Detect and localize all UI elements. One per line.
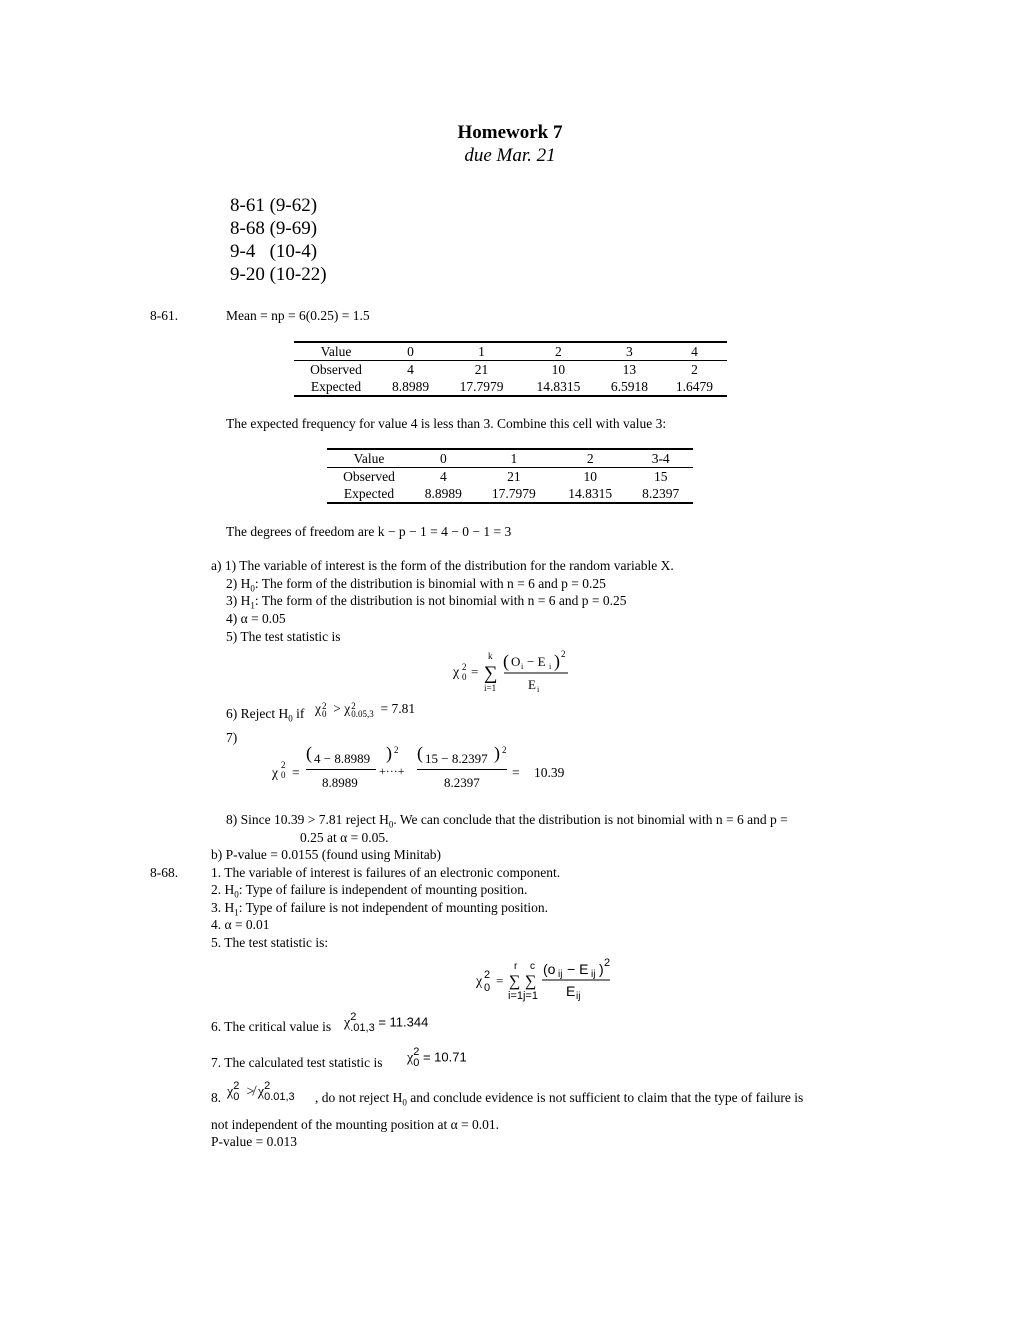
svg-text:2: 2 — [561, 649, 566, 659]
table-row — [327, 485, 693, 503]
table-cell: Expected — [327, 485, 411, 503]
step-8-label: 8. — [211, 1090, 222, 1105]
step-4: 4. α = 0.01 — [211, 917, 270, 932]
table-cell: 2 — [691, 362, 698, 377]
step-a2: 2) $H_0$: The form of the distribution is binomial with n = 6 and p = 0.25 — [226, 576, 606, 594]
svg-text:(o: (o — [543, 961, 556, 977]
table-cell: 4 — [407, 362, 414, 377]
svg-text:i: i — [537, 685, 540, 694]
svg-text:O: O — [511, 654, 521, 669]
combine-note: The expected frequency for value 4 is less than 3. Combine this cell with value 3: — [226, 416, 667, 431]
step-8-text: , do not reject $H_0$ and conclude evidence is not sufficient to claim that the type of failure is — [315, 1090, 804, 1108]
svg-text:): ) — [554, 651, 560, 671]
page-title: Homework 7 — [457, 122, 563, 143]
problem-item: 9-20 (10-22) — [230, 264, 327, 285]
degrees-of-freedom: The degrees of freedom are k − p − 1 = 4 − 0 − 1 = 3 — [226, 524, 512, 539]
step-a5: 5) The test statistic is — [226, 629, 341, 644]
svg-text:2: 2 — [484, 969, 491, 981]
table-header-cell: 0 — [378, 342, 443, 361]
table-header-cell: Value — [327, 449, 411, 468]
problem-item: 9-4 (10-4) — [230, 241, 318, 262]
svg-text:i: i — [549, 662, 552, 671]
step-a1: a) 1) The variable of interest is the form of the distribution for the random variable X. — [211, 558, 674, 573]
svg-text:2: 2 — [604, 957, 611, 969]
table-header-cell: 2 — [520, 342, 597, 361]
due-date: due Mar. 21 — [464, 145, 556, 166]
table-header-cell: 0 — [411, 449, 476, 468]
table-cell: 14.8315 — [552, 485, 628, 503]
svg-text:∑: ∑ — [509, 973, 521, 990]
step-b: b) P-value = 0.0155 (found using Minitab) — [211, 847, 441, 862]
step-5: 5. The test statistic is: — [211, 935, 329, 950]
table-header-cell: 2 — [552, 449, 628, 468]
contingency-chi-square-formula — [474, 954, 614, 1004]
table-cell: 8.8989 — [378, 378, 443, 396]
svg-text:E: E — [566, 983, 576, 999]
problem-item: 8-61 (9-62) — [230, 195, 318, 216]
p-value: P-value = 0.013 — [211, 1134, 297, 1149]
table-cell: 10 — [551, 362, 566, 377]
table-cell: Observed — [343, 469, 395, 484]
chi-symbol: χ — [315, 701, 321, 716]
svg-text:i=1: i=1 — [484, 683, 497, 693]
problem-label-8-68: 8-68. — [150, 865, 179, 880]
table-cell: 8.2397 — [628, 485, 693, 503]
step-8-comparison: χ 2 0 ≯ χ 2 0.01,3 — [227, 1080, 295, 1103]
svg-text:r: r — [514, 961, 518, 972]
svg-text:− E: − E — [567, 961, 589, 977]
table-cell: 15 — [653, 469, 668, 484]
calculated-statistic: χ 2 0 = 10.71 — [407, 1046, 467, 1069]
table-row — [294, 378, 727, 396]
mean-line: Mean = np = 6(0.25) = 1.5 — [226, 308, 370, 323]
table-cell: 21 — [474, 362, 489, 377]
svg-text:(: ( — [503, 651, 509, 671]
step-a6: 6) Reject $H_0$ if — [226, 706, 305, 724]
table-cell: 8.8989 — [411, 485, 476, 503]
table-cell: 13 — [622, 362, 637, 377]
table-cell: Expected — [294, 378, 378, 396]
svg-text:=: = — [496, 973, 504, 988]
step-8-cont: not independent of the mounting position at α = 0.01. — [211, 1117, 500, 1132]
table-cell: 4 — [439, 469, 447, 484]
step-6: 6. The critical value is — [211, 1019, 332, 1034]
table-cell: 17.7979 — [443, 378, 520, 396]
svg-text:∑: ∑ — [484, 663, 498, 684]
step-1: 1. The variable of interest is failures of an electronic component. — [211, 865, 561, 880]
table-row — [327, 468, 693, 486]
svg-text:E: E — [528, 677, 536, 692]
table-row — [294, 361, 727, 379]
step-2: 2. $H_0$: Type of failure is independent of mounting position. — [211, 882, 528, 900]
svg-text:0: 0 — [462, 672, 467, 682]
table-cell: 17.7979 — [476, 485, 552, 503]
table-header-cell: 1 — [443, 342, 520, 361]
table-cell: 21 — [507, 469, 521, 484]
svg-text:=: = — [471, 664, 479, 679]
table-header-cell: 3 — [597, 342, 662, 361]
step-a8: 8) Since 10.39 > 7.81 reject $H_0$. We can conclude that the distribution is not binomial with n = 6 and p = — [226, 812, 788, 830]
step-a7: 7) — [226, 730, 238, 745]
table-header-cell: 3-4 — [628, 449, 693, 468]
critical-value: χ 2 .01,3 = 11.344 — [344, 1011, 429, 1034]
svg-text:): ) — [599, 961, 604, 977]
svg-text:k: k — [488, 651, 493, 661]
frequency-table-1 — [294, 341, 727, 397]
table-header-cell: Value — [294, 342, 378, 361]
step-7: 7. The calculated test statistic is — [211, 1055, 383, 1070]
svg-text:χ: χ — [453, 665, 460, 680]
table-cell: 14.8315 — [520, 378, 597, 396]
svg-text:ij: ij — [591, 969, 596, 980]
reject-condition: χ 2 0 > χ 2 0.05,3 = 7.81 — [315, 700, 416, 719]
svg-text:0: 0 — [484, 982, 491, 994]
table-cell: 6.5918 — [597, 378, 662, 396]
table-header-row — [327, 449, 693, 468]
svg-text:i=1j=1: i=1j=1 — [508, 990, 538, 1002]
svg-text:2: 2 — [462, 662, 467, 672]
svg-text:χ: χ — [476, 974, 483, 989]
frequency-table-2 — [327, 448, 693, 504]
svg-text:ij: ij — [558, 969, 563, 980]
step-a8-cont: 0.25 at α = 0.05. — [300, 830, 389, 845]
svg-text:ij: ij — [576, 991, 581, 1002]
step-a4: 4) α = 0.05 — [226, 611, 286, 626]
table-header-cell: 1 — [476, 449, 552, 468]
table-header-row — [294, 342, 727, 361]
step-3: 3. $H_1$: Type of failure is not independent of mounting position. — [211, 900, 549, 918]
table-cell: 1.6479 — [662, 378, 727, 396]
svg-text:c: c — [530, 961, 535, 972]
svg-text:∑: ∑ — [525, 973, 537, 990]
table-cell: Observed — [310, 362, 362, 377]
svg-text:i: i — [521, 662, 524, 671]
table-cell: 10 — [583, 469, 597, 484]
table-header-cell: 4 — [662, 342, 727, 361]
svg-text:− E: − E — [527, 654, 546, 669]
problem-item: 8-68 (9-69) — [230, 218, 318, 239]
problem-label-8-61: 8-61. — [150, 308, 179, 323]
chi-square-formula — [448, 647, 578, 695]
step-a3: 3) $H_1$: The form of the distribution is not binomial with n = 6 and p = 0.25 — [226, 593, 627, 611]
